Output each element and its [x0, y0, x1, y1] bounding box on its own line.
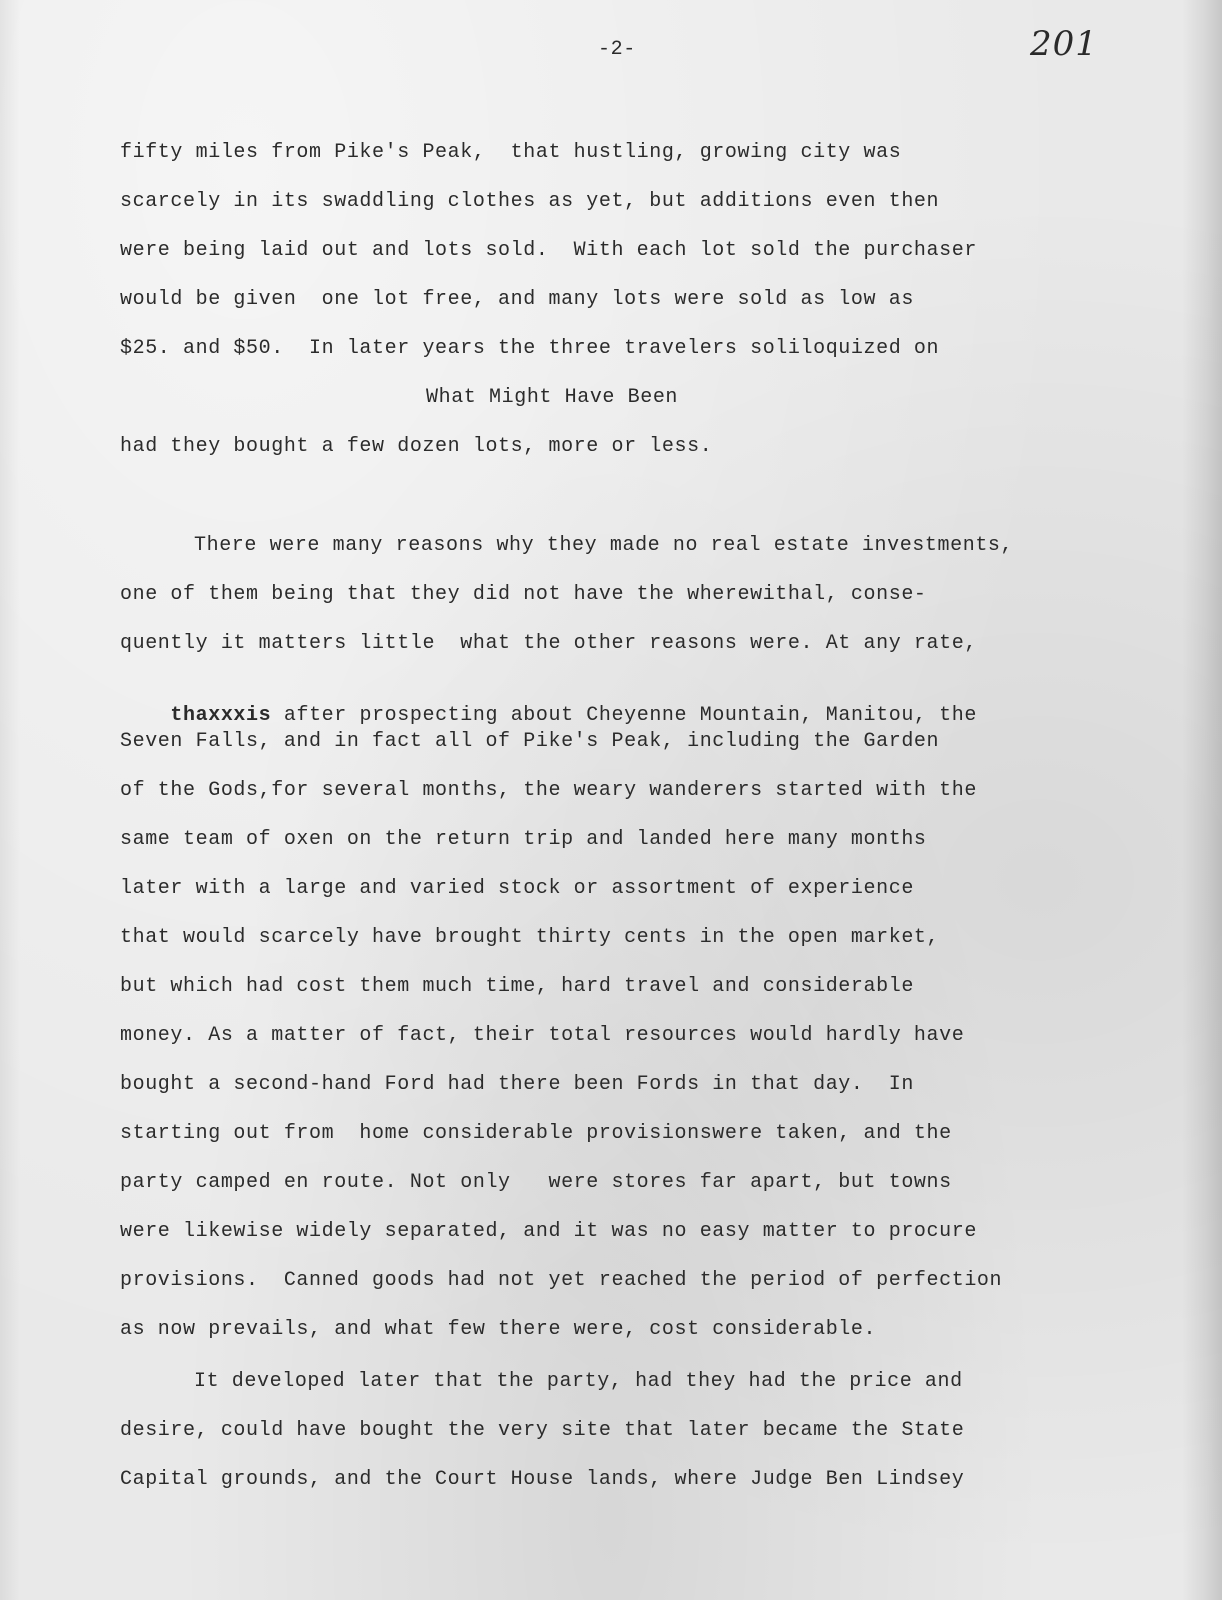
- text-line: $25. and $50. In later years the three travelers soliloquized on: [120, 337, 940, 360]
- text-line: of the Gods,for several months, the weary wanderers started with the: [120, 779, 977, 802]
- text-line: but which had cost them much time, hard travel and considerable: [120, 975, 914, 998]
- text-line: Capital grounds, and the Court House lands, where Judge Ben Lindsey: [120, 1468, 965, 1491]
- text-line: bought a second-hand Ford had there been Fords in that day. In: [120, 1073, 914, 1096]
- text-line: provisions. Canned goods had not yet reached the period of perfection: [120, 1269, 1003, 1292]
- text-line: quently it matters little what the other reasons were. At any rate,: [120, 632, 977, 655]
- text-line: Seven Falls, and in fact all of Pike's Peak, including the Garden: [120, 730, 940, 753]
- text-line: desire, could have bought the very site that later became the State: [120, 1419, 965, 1442]
- page-number: -2-: [598, 38, 636, 61]
- text-line: that would scarcely have brought thirty cents in the open market,: [120, 926, 940, 949]
- text-line: would be given one lot free, and many lots were sold as low as: [120, 288, 914, 311]
- text-line: one of them being that they did not have the wherewithal, conse-: [120, 583, 927, 606]
- text-line: had they bought a few dozen lots, more or less.: [120, 435, 713, 458]
- text-line: fifty miles from Pike's Peak, that hustling, growing city was: [120, 141, 902, 164]
- handwritten-page-mark: 201: [1030, 24, 1098, 64]
- page-shadow-right: [1182, 0, 1222, 1600]
- paragraph-start-line: It developed later that the party, had they had the price and: [194, 1370, 963, 1393]
- page-shadow-left: [0, 0, 20, 1600]
- text-line: were likewise widely separated, and it was no easy matter to procure: [120, 1220, 977, 1243]
- struck-out-word: thaxxxis: [170, 704, 272, 727]
- text-line: were being laid out and lots sold. With each lot sold the purchaser: [120, 239, 977, 262]
- text-line: party camped en route. Not only were stores far apart, but towns: [120, 1171, 952, 1194]
- centered-heading-line: What Might Have Been: [426, 386, 679, 409]
- text-line-remainder: after prospecting about Cheyenne Mountain, Manitou, the: [283, 704, 977, 727]
- paragraph-start-line: There were many reasons why they made no real estate investments,: [194, 534, 1014, 557]
- text-line: starting out from home considerable provisionswere taken, and the: [120, 1122, 952, 1145]
- text-line: same team of oxen on the return trip and landed here many months: [120, 828, 927, 851]
- text-line: later with a large and varied stock or assortment of experience: [120, 877, 914, 900]
- text-line: money. As a matter of fact, their total resources would hardly have: [120, 1024, 965, 1047]
- text-line: as now prevails, and what few there were, cost considerable.: [120, 1318, 877, 1341]
- text-line: scarcely in its swaddling clothes as yet, but additions even then: [120, 190, 940, 213]
